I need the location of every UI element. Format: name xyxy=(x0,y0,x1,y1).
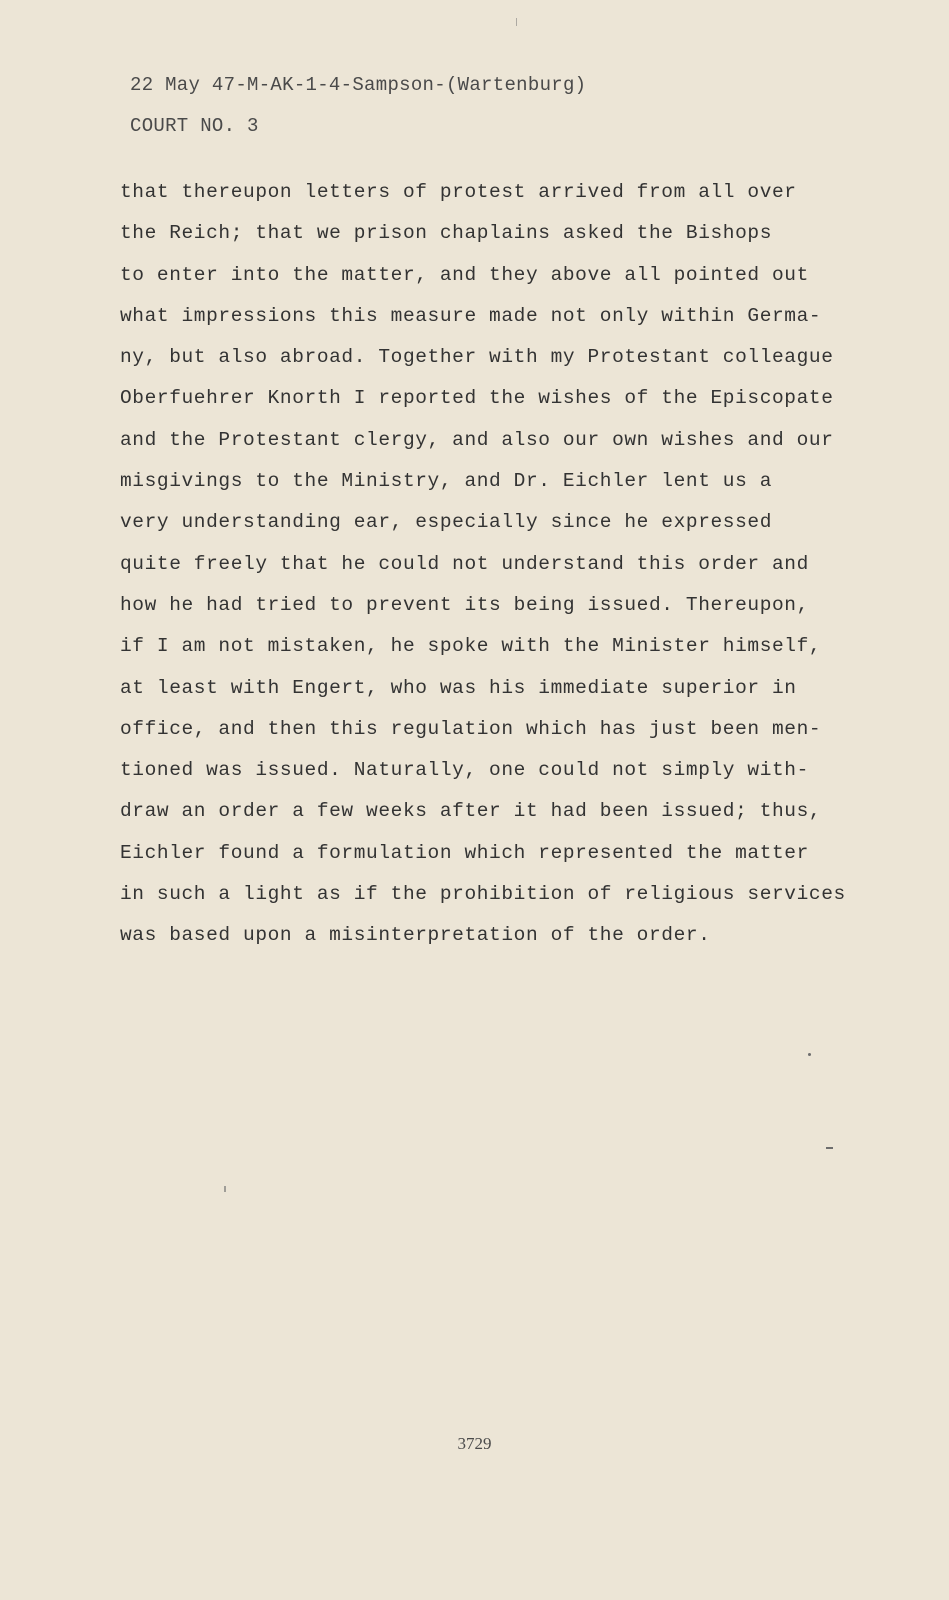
text-line: in such a light as if the prohibition of religious services xyxy=(120,883,846,906)
text-line: Eichler found a formulation which represented the matter xyxy=(120,841,809,864)
text-line: to enter into the matter, and they above all pointed out xyxy=(120,263,809,286)
text-line: very understanding ear, especially since he expressed xyxy=(120,511,773,534)
testimony-body xyxy=(120,172,846,957)
paper-mark xyxy=(516,18,517,26)
transcript-header-court: COURT NO. 3 xyxy=(130,115,259,137)
text-line: quite freely that he could not understand this order and xyxy=(120,552,809,575)
text-line: and the Protestant clergy, and also our own wishes and our xyxy=(120,428,834,451)
text-line: misgivings to the Ministry, and Dr. Eichler lent us a xyxy=(120,470,773,493)
text-line: the Reich; that we prison chaplains asked the Bishops xyxy=(120,222,773,245)
paper-mark xyxy=(224,1186,226,1192)
text-line: that thereupon letters of protest arrived from all over xyxy=(120,181,797,203)
text-line: at least with Engert, who was his immediate superior in xyxy=(120,676,797,699)
text-line: if I am not mistaken, he spoke with the Minister himself, xyxy=(120,635,822,658)
text-line: office, and then this regulation which has just been men- xyxy=(120,717,822,740)
text-line: tioned was issued. Naturally, one could not simply with- xyxy=(120,759,809,782)
text-line: draw an order a few weeks after it had been issued; thus, xyxy=(120,800,822,823)
text-line: was based upon a misinterpretation of the order. xyxy=(120,924,711,947)
text-line: how he had tried to prevent its being issued. Thereupon, xyxy=(120,593,809,616)
page-number: 3729 xyxy=(457,1434,492,1453)
text-line: Oberfuehrer Knorth I reported the wishes of the Episcopate xyxy=(120,387,834,410)
paper-mark xyxy=(826,1147,833,1149)
paper-mark xyxy=(808,1053,811,1056)
transcript-header-session: 22 May 47-M-AK-1-4-Sampson-(Wartenburg) xyxy=(130,74,587,96)
text-line: what impressions this measure made not only within Germa- xyxy=(120,304,822,327)
text-line: ny, but also abroad. Together with my Protestant colleague xyxy=(120,346,834,369)
